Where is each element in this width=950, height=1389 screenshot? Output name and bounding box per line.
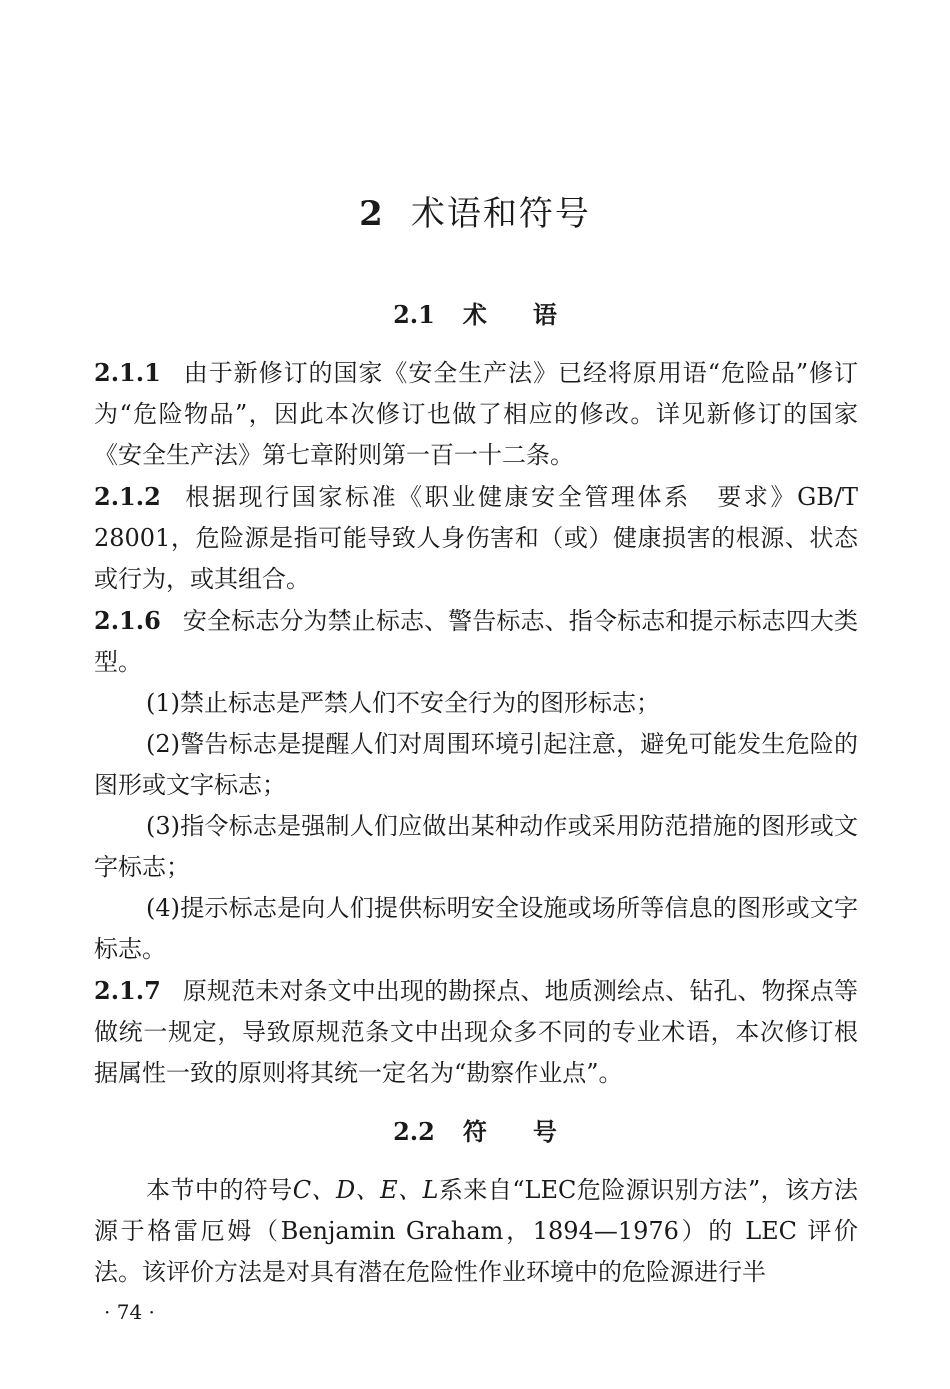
chapter-title — [0, 186, 950, 235]
paragraph-prefix: 本节中的符号 — [146, 1176, 293, 1204]
clause-number: 2.1.6 — [94, 606, 161, 635]
clause-2-1-6 — [94, 600, 858, 683]
list-item: (3)指令标志是强制人们应做出某种动作或采用防范措施的图形或文字标志； — [94, 812, 858, 881]
chapter-number: 2 — [359, 194, 385, 234]
section-title-symbols — [0, 1112, 950, 1147]
clause-2-1-2 — [94, 476, 858, 600]
section-number: 2.2 — [393, 1117, 435, 1146]
clause-text: 由于新修订的国家《安全生产法》已经将原用语“危险品”修订为“危险物品”，因此本次修订也做了相应的修改。详见新修订的国家《安全生产法》第七章附则第一百一十二条。 — [94, 359, 858, 469]
list-item: (1)禁止标志是严禁人们不安全行为的图形标志； — [146, 689, 660, 717]
list-item: (2)警告标志是提醒人们对周围环境引起注意，避免可能发生危险的图形或文字标志； — [94, 730, 858, 799]
section-title-char-1: 术 — [462, 300, 487, 329]
chapter-title-text: 术语和符号 — [410, 194, 591, 234]
clause-text: 安全标志分为禁止标志、警告标志、指令标志和提示标志四大类型。 — [94, 607, 858, 676]
page-number: · 74 · — [104, 1300, 155, 1324]
clause-2-1-1 — [94, 352, 858, 476]
section-title-char-1: 符 — [462, 1117, 487, 1146]
section-number: 2.1 — [393, 300, 435, 329]
symbol-list: C、D、E、L — [292, 1176, 439, 1204]
clause-text: 根据现行国家标准《职业健康安全管理体系 要求》GB/T 28001，危险源是指可能导致人身伤害和（或）健康损害的根源、状态或行为，或其组合。 — [94, 483, 858, 593]
paragraph-text: 系来自“LEC危险源识别方法”，该方法源于格雷厄姆（Benjamin Graham，1894—1976）的 LEC 评价法。该评价方法是对具有潜在危险性作业环境中的危险源进行半 — [94, 1176, 859, 1286]
clause-2-1-7 — [94, 970, 858, 1094]
clause-number: 2.1.1 — [94, 358, 161, 387]
section-title-terms — [0, 295, 950, 330]
terms-body — [94, 352, 858, 1094]
clause-text: 原规范未对条文中出现的勘探点、地质测绘点、钻孔、物探点等做统一规定，导致原规范条文中出现众多不同的专业术语，本次修订根据属性一致的原则将其统一定名为“勘察作业点”。 — [94, 977, 858, 1087]
symbols-body — [94, 1170, 858, 1293]
clause-number: 2.1.2 — [94, 482, 161, 511]
symbols-paragraph — [94, 1170, 858, 1293]
list-item: (4)提示标志是向人们提供标明安全设施或场所等信息的图形或文字标志。 — [94, 894, 858, 963]
clause-number: 2.1.7 — [94, 976, 161, 1005]
section-title-char-2: 号 — [532, 1117, 557, 1146]
section-title-char-2: 语 — [532, 300, 557, 329]
